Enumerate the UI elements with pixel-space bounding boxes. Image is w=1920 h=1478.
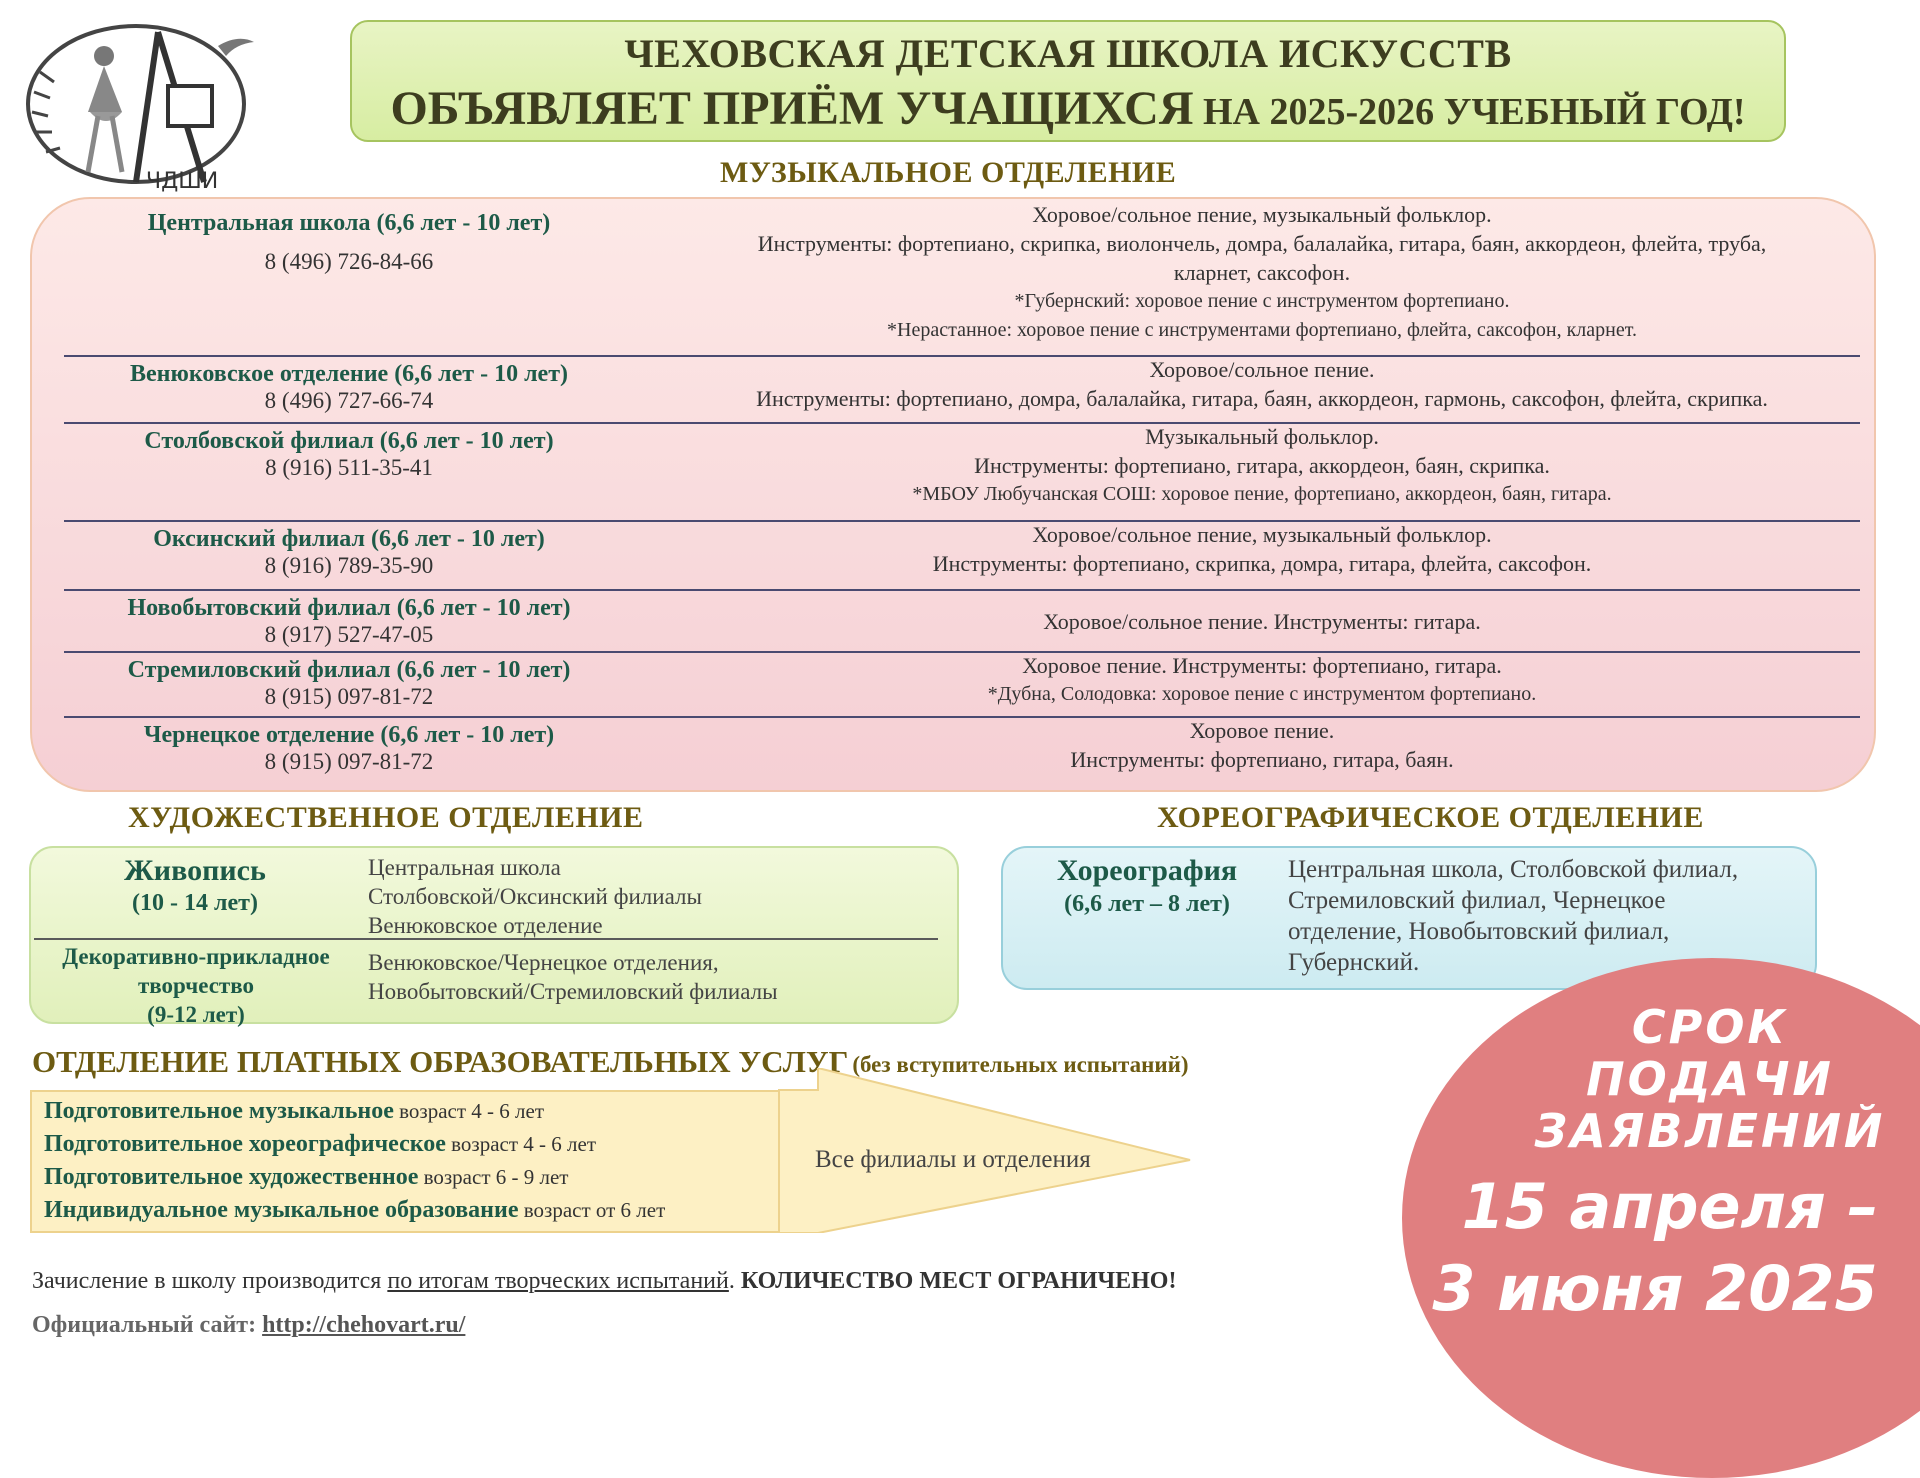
- program-line: Инструменты: фортепиано, скрипка, виолончель, домра, балалайка, гитара, баян, аккордеон, флейта, труба,: [757, 231, 1767, 256]
- decorative-places: Венюковское/Чернецкое отделения, Новобытовский/Стремиловский филиалы: [368, 950, 778, 1004]
- row-divider: [64, 589, 1860, 591]
- program-line: Хоровое пение. Инструменты: фортепиано, гитара.: [1022, 653, 1502, 678]
- branch-name: Чернецкое отделение (6,6 лет - 10 лет): [143, 722, 555, 748]
- music-section-title: МУЗЫКАЛЬНОЕ ОТДЕЛЕНИЕ: [720, 156, 1177, 189]
- svg-text:ЧДШИ: ЧДШИ: [146, 169, 219, 192]
- program-line: Инструменты: фортепиано, гитара, аккордеон, баян, скрипка.: [974, 453, 1550, 478]
- program-note: *Нерастанное: хоровое пение с инструментами фортепиано, флейта, саксофон, кларнет.: [887, 319, 1637, 341]
- deadline-line: ПОДАЧИ: [1586, 1052, 1834, 1106]
- program-line: Музыкальный фольклор.: [1145, 424, 1379, 449]
- paid-item: Индивидуальное музыкальное образование возраст от 6 лет: [44, 1197, 666, 1223]
- choreo-places: Центральная школа, Столбовской филиал, Стремиловский филиал, Чернецкое отделение, Новобытовский филиал, Губернский.: [1288, 856, 1739, 976]
- paid-item: Подготовительное художественное возраст 6 - 9 лет: [44, 1164, 569, 1190]
- branch-info: [64, 526, 634, 579]
- branch-programs: [664, 520, 1860, 578]
- decorative-name: Декоративно-прикладное творчество (9-12 лет): [62, 944, 330, 1027]
- deadline-end: 3 июня 2025: [1432, 1252, 1878, 1325]
- branch-phone: 8 (916) 511-35-41: [265, 455, 433, 480]
- art-section-title: ХУДОЖЕСТВЕННОЕ ОТДЕЛЕНИЕ: [128, 801, 644, 834]
- branch-info: [64, 361, 634, 414]
- site-line: Официальный сайт: http://chehovart.ru/: [32, 1312, 466, 1338]
- program-line: Хоровое/сольное пение.: [1149, 357, 1375, 382]
- header-banner: [350, 20, 1786, 142]
- deadline-line: СРОК: [1631, 1000, 1789, 1054]
- paid-item: Подготовительное хореографическое возраст 4 - 6 лет: [44, 1131, 597, 1157]
- choreo-section-title: ХОРЕОГРАФИЧЕСКОЕ ОТДЕЛЕНИЕ: [1157, 801, 1704, 834]
- program-line: Хоровое/сольное пение, музыкальный фольклор.: [1032, 522, 1492, 547]
- program-line: Хоровое пение.: [1189, 718, 1335, 743]
- branch-info: [64, 657, 634, 710]
- announcement: ОБЪЯВЛЯЕТ ПРИЁМ УЧАЩИХСЯ НА 2025-2026 УЧЕБНЫЙ ГОД!: [390, 82, 1746, 135]
- program-line: кларнет, саксофон.: [1173, 260, 1351, 285]
- school-name: ЧЕХОВСКАЯ ДЕТСКАЯ ШКОЛА ИСКУССТВ: [624, 31, 1512, 76]
- program-line: Инструменты: фортепиано, гитара, баян.: [1070, 747, 1454, 772]
- branch-name: Стремиловский филиал (6,6 лет - 10 лет): [127, 657, 571, 683]
- enrollment-note: Зачисление в школу производится по итогам творческих испытаний. КОЛИЧЕСТВО МЕСТ ОГРАНИЧЕНО!: [32, 1268, 1177, 1294]
- branch-programs: [664, 716, 1860, 774]
- branch-programs: [664, 607, 1860, 636]
- paid-section-title: ОТДЕЛЕНИЕ ПЛАТНЫХ ОБРАЗОВАТЕЛЬНЫХ УСЛУГ (без вступительных испытаний): [32, 1044, 1189, 1079]
- branch-name: Венюковское отделение (6,6 лет - 10 лет): [130, 361, 568, 387]
- branch-phone: 8 (496) 726-84-66: [264, 249, 434, 274]
- branch-phone: 8 (915) 097-81-72: [264, 749, 434, 774]
- program-line: Хоровое/сольное пение. Инструменты: гитара.: [1043, 609, 1481, 634]
- painting-name: Живопись: [124, 854, 266, 887]
- program-line: Инструменты: фортепиано, домра, балалайка, гитара, баян, аккордеон, гармонь, саксофон, флейта, скрипка.: [756, 386, 1768, 411]
- school-logo: [18, 12, 258, 192]
- program-note: *МБОУ Любучанская СОШ: хоровое пение, фортепиано, аккордеон, баян, гитара.: [912, 483, 1612, 505]
- site-link[interactable]: http://chehovart.ru/: [262, 1312, 466, 1338]
- program-line: Инструменты: фортепиано, скрипка, домра, гитара, флейта, саксофон.: [932, 551, 1592, 576]
- branch-name: Оксинский филиал (6,6 лет - 10 лет): [153, 526, 545, 552]
- branch-name: Столбовской филиал (6,6 лет - 10 лет): [144, 428, 554, 454]
- branch-programs: [664, 651, 1860, 709]
- deadline-line: ЗАЯВЛЕНИЙ: [1534, 1104, 1886, 1158]
- painting-places: Центральная школа Столбовской/Оксинский филиалы Венюковское отделение: [368, 855, 702, 938]
- painting-age: (10 - 14 лет): [132, 890, 258, 916]
- program-line: Хоровое/сольное пение, музыкальный фольклор.: [1032, 202, 1492, 227]
- branch-name: Новобытовский филиал (6,6 лет - 10 лет): [127, 595, 571, 621]
- choreo-age: (6,6 лет – 8 лет): [1064, 891, 1230, 917]
- deadline-start: 15 апреля –: [1461, 1170, 1879, 1243]
- branch-phone: 8 (496) 727-66-74: [264, 388, 434, 413]
- program-note: *Губернский: хоровое пение с инструментом фортепиано.: [1014, 290, 1510, 312]
- branch-info: [64, 428, 634, 481]
- branch-phone: 8 (916) 789-35-90: [264, 553, 434, 578]
- branch-programs: [664, 422, 1860, 509]
- paid-item: Подготовительное музыкальное возраст 4 - 6 лет: [44, 1098, 544, 1124]
- branch-programs: [664, 355, 1860, 413]
- choreo-name: Хореография: [1056, 854, 1238, 887]
- branch-phone: 8 (915) 097-81-72: [264, 684, 434, 709]
- art-divider: [34, 938, 938, 940]
- branch-info: [64, 210, 634, 275]
- branch-info: [64, 595, 634, 648]
- branch-info: [64, 722, 634, 775]
- program-note: *Дубна, Солодовка: хоровое пение с инструментом фортепиано.: [987, 683, 1537, 705]
- branch-programs: [664, 200, 1860, 345]
- branch-phone: 8 (917) 527-47-05: [264, 622, 434, 647]
- paid-arrow-text: Все филиалы и отделения: [815, 1146, 1091, 1173]
- branch-name: Центральная школа (6,6 лет - 10 лет): [147, 210, 551, 236]
